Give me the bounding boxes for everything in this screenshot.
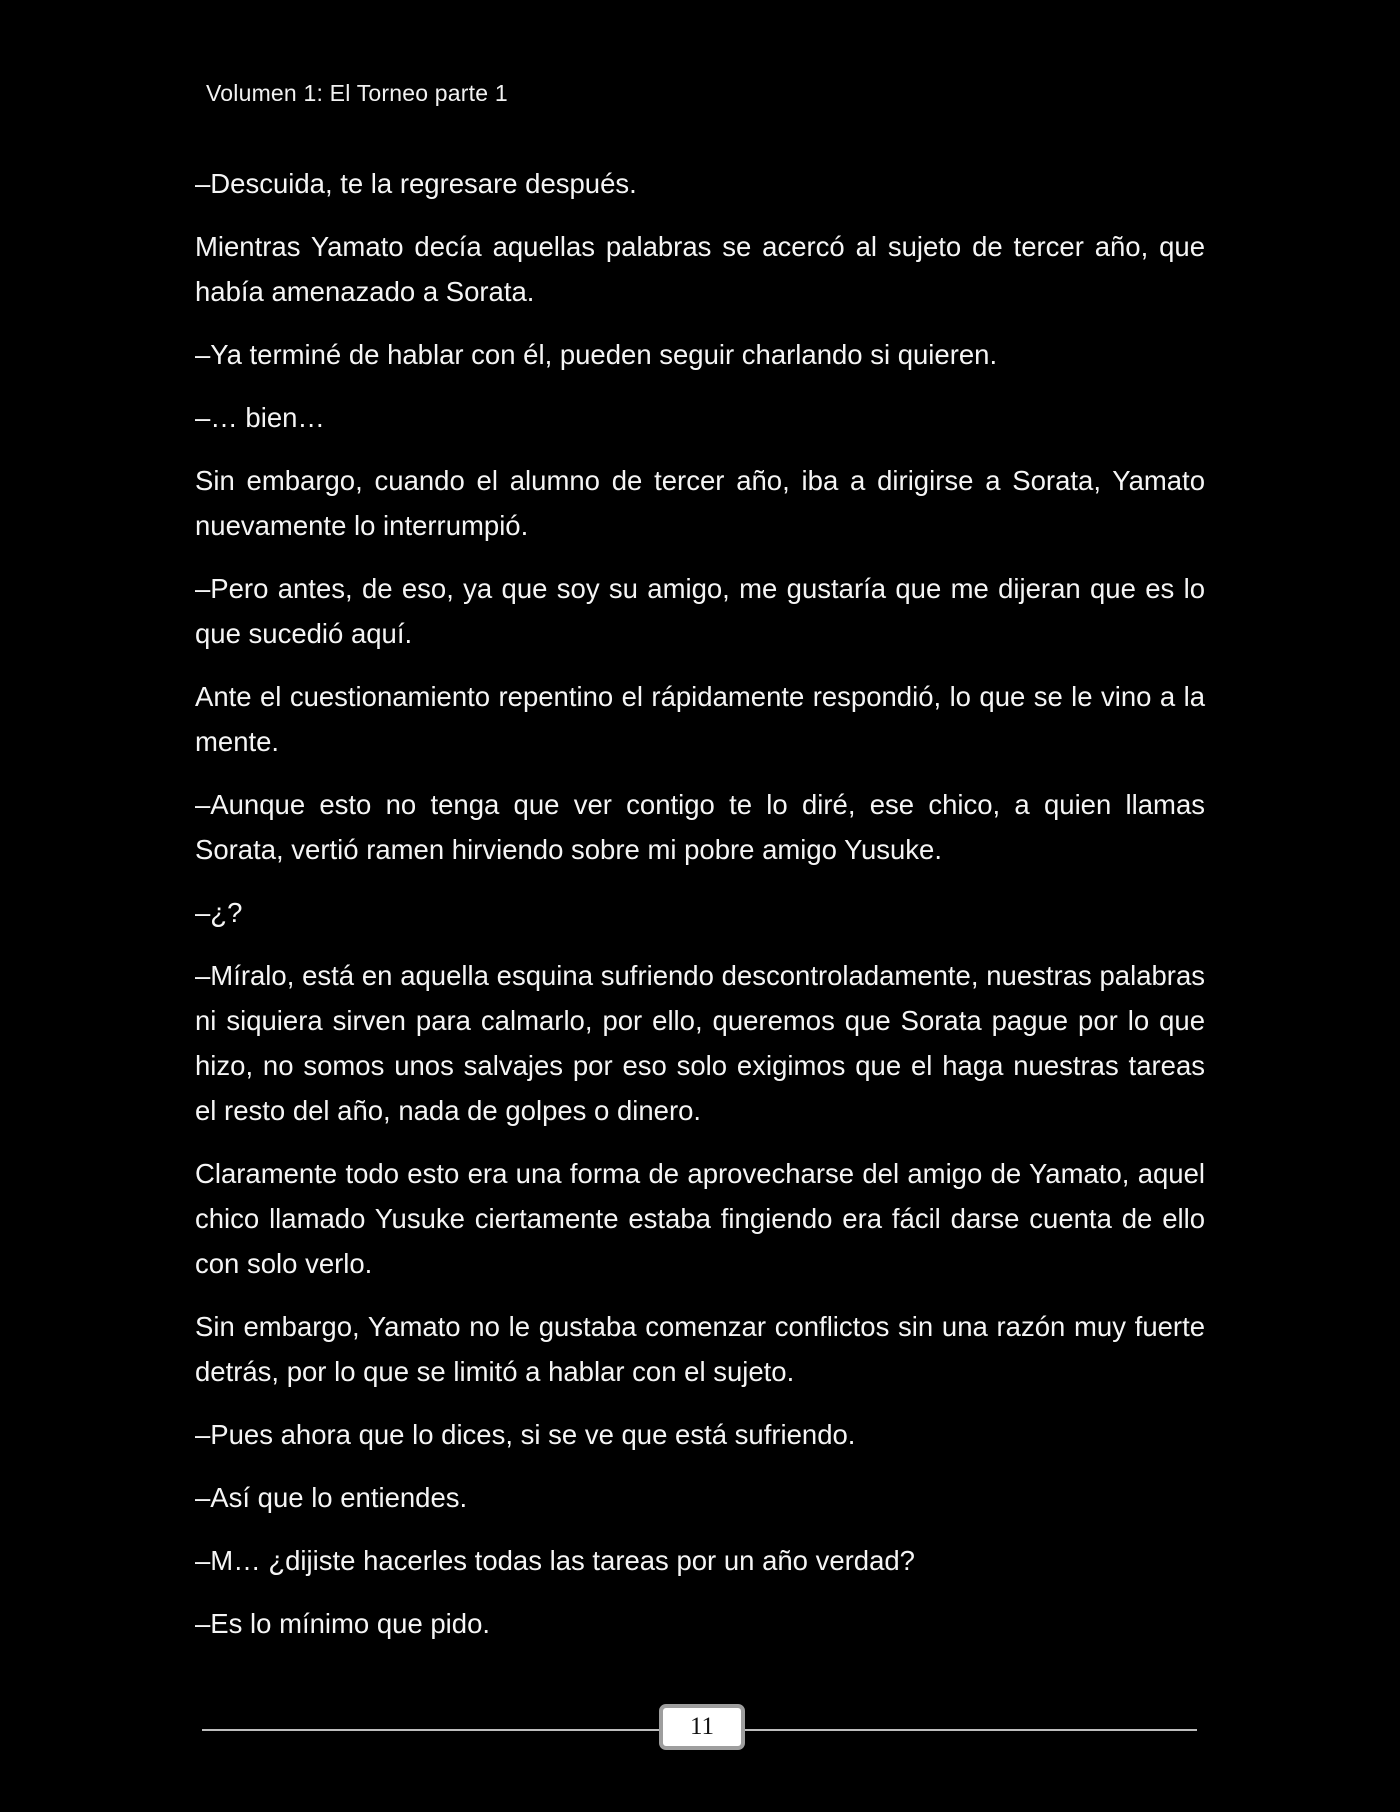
paragraph: –Pues ahora que lo dices, si se ve que está sufriendo. bbox=[195, 1419, 856, 1450]
paragraph: –Descuida, te la regresare después. bbox=[195, 168, 637, 199]
paragraph: Claramente todo esto era una forma de aprovecharse del amigo de Yamato, aquel chico llamado Yusuke ciertamente estaba fingiendo era fácil darse cuenta de ello con solo verlo. bbox=[195, 1158, 1205, 1279]
paragraph: –Pero antes, de eso, ya que soy su amigo, me gustaría que me dijeran que es lo que sucedió aquí. bbox=[195, 573, 1205, 649]
page-number: 11 bbox=[689, 1713, 715, 1740]
paragraph: –Aunque esto no tenga que ver contigo te lo diré, ese chico, a quien llamas Sorata, vertió ramen hirviendo sobre mi pobre amigo Yusuke. bbox=[195, 789, 1205, 865]
paragraph: –Es lo mínimo que pido. bbox=[195, 1608, 491, 1639]
paragraph: Ante el cuestionamiento repentino el rápidamente respondió, lo que se le vino a la mente. bbox=[195, 681, 1205, 757]
body-text bbox=[195, 161, 1205, 1664]
paragraph: Sin embargo, Yamato no le gustaba comenzar conflictos sin una razón muy fuerte detrás, por lo que se limitó a hablar con el sujeto. bbox=[195, 1311, 1205, 1387]
paragraph: –¿? bbox=[195, 897, 243, 928]
paragraph: Sin embargo, cuando el alumno de tercer año, iba a dirigirse a Sorata, Yamato nuevamente lo interrumpió. bbox=[195, 465, 1205, 541]
page-number-badge bbox=[659, 1704, 745, 1750]
running-header: Volumen 1: El Torneo parte 1 bbox=[206, 80, 508, 106]
paragraph: –… bien… bbox=[195, 402, 325, 433]
page-footer bbox=[202, 1704, 1197, 1756]
paragraph: –Ya terminé de hablar con él, pueden seguir charlando si quieren. bbox=[195, 339, 998, 370]
paragraph: –Míralo, está en aquella esquina sufriendo descontroladamente, nuestras palabras ni siquiera sirven para calmarlo, por ello, queremos que Sorata pague por lo que hizo, no somos unos salvajes por eso solo exigimos que el haga nuestras tareas el resto del año, nada de golpes o dinero. bbox=[195, 960, 1205, 1126]
paragraph: Mientras Yamato decía aquellas palabras se acercó al sujeto de tercer año, que había amenazado a Sorata. bbox=[195, 231, 1205, 307]
paragraph: –Así que lo entiendes. bbox=[195, 1482, 468, 1513]
paragraph: –M… ¿dijiste hacerles todas las tareas por un año verdad? bbox=[195, 1545, 915, 1576]
